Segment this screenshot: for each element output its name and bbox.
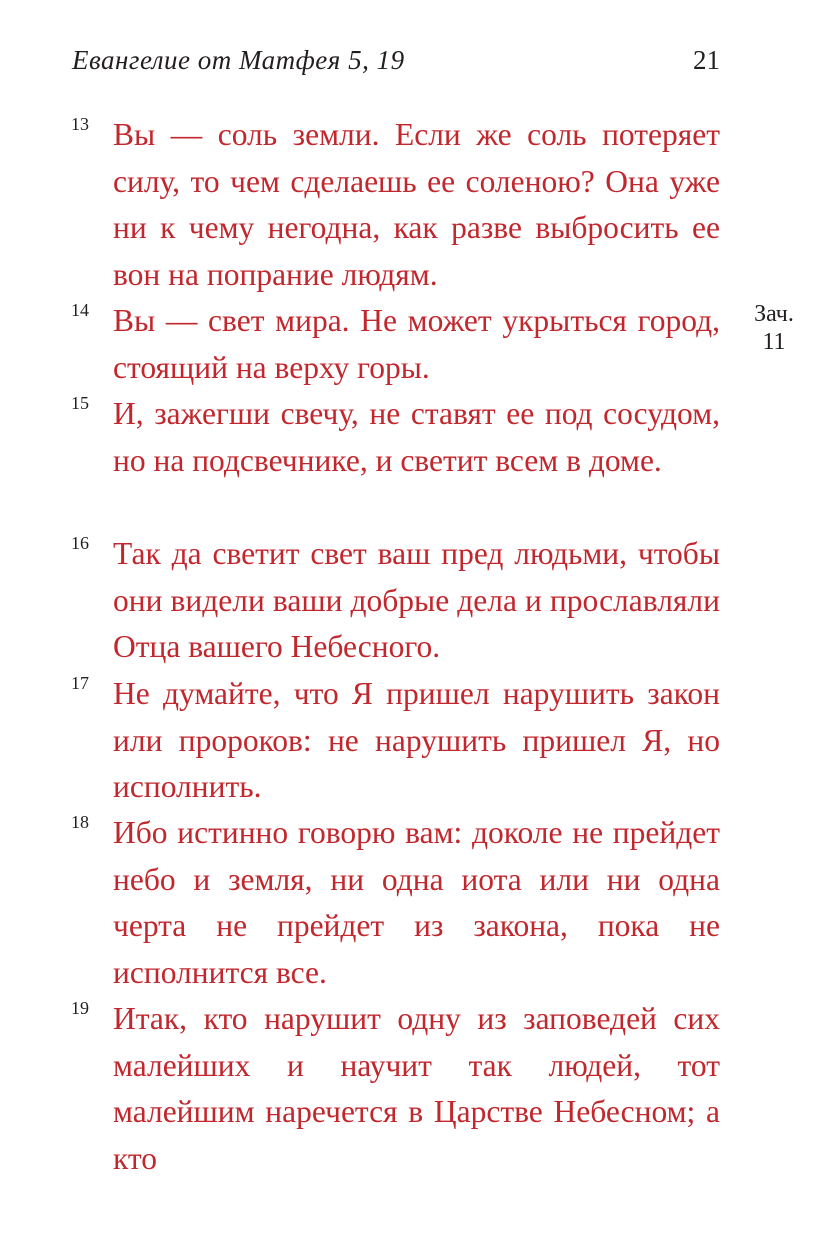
verse-text: Вы — соль земли. Если же соль потеряет силу, то чем сделаешь ее соленою? Она уже ни к чему негодна, как разве выбросить ее вон на попрание людям. [113, 117, 720, 292]
verse-text: Так да светит свет ваш пред людьми, чтобы они видели ваши добрые дела и прославляли Отца вашего Небесного. [113, 536, 720, 664]
verse-number: 16 [71, 533, 89, 553]
verse-number: 18 [71, 812, 89, 832]
verse-number: 14 [71, 300, 89, 320]
verse-text: Не думайте, что Я пришел нарушить закон или пророков: не нарушить пришел Я, но исполнить. [113, 676, 720, 804]
running-title: Евангелие от Матфея 5, 19 [72, 45, 405, 75]
verse-number: 13 [71, 114, 89, 134]
verse-text: Итак, кто нарушит одну из заповедей сих малейших и научит так людей, тот малейшим наречется в Царстве Небесном; а кто [113, 1001, 720, 1176]
reading-number-margin-note [740, 300, 808, 356]
verse-number: 19 [71, 998, 89, 1018]
verse-text: И, зажегши свечу, не ставят ее под сосудом, но на подсвечнике, и светит всем в доме. [113, 396, 720, 478]
page-number: 21 [693, 45, 720, 75]
verse-text: Вы — свет мира. Не может укрыться город, стоящий на верху горы. [113, 303, 720, 385]
margin-note-label: Зач. [754, 301, 794, 327]
verse-text: Ибо истинно говорю вам: доколе не прейдет небо и земля, ни одна иота или ни одна черта не прейдет из закона, пока не исполнится все. [113, 815, 720, 990]
verse-number: 17 [71, 673, 89, 693]
verse-number: 15 [71, 393, 89, 413]
running-head [72, 45, 720, 85]
margin-note-number: 11 [762, 329, 786, 355]
